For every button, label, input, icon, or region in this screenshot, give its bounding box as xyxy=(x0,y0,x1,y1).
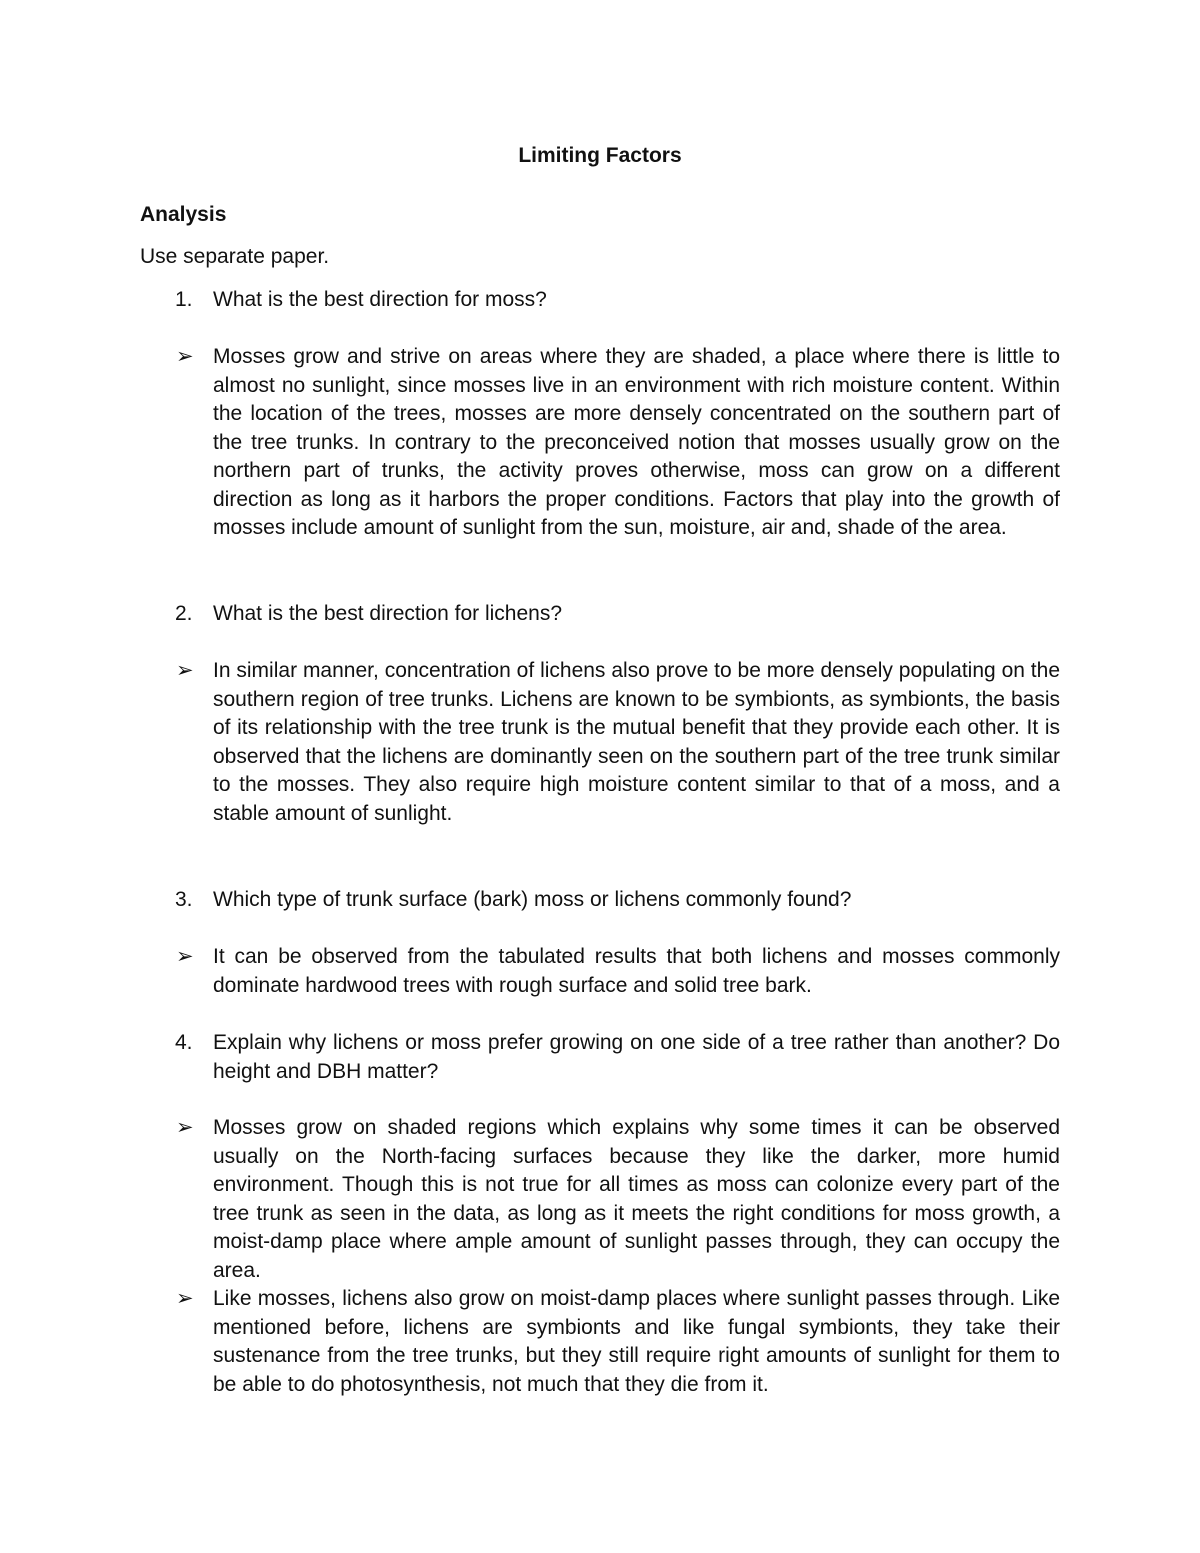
arrow-bullet-icon: ➢ xyxy=(176,945,194,968)
answer-item xyxy=(140,657,1060,828)
question-number: 3. xyxy=(175,888,193,911)
question-number: 1. xyxy=(175,288,193,311)
question-1 xyxy=(140,286,1060,315)
question-4 xyxy=(140,1029,1060,1086)
answer-3 xyxy=(140,943,1060,1000)
question-label: Which type of trunk surface (bark) moss or lichens commonly found? xyxy=(213,888,852,911)
question-label: Explain why lichens or moss prefer growing on one side of a tree rather than another? Do height and DBH matter? xyxy=(213,1031,1060,1083)
answer-text: Mosses grow and strive on areas where they are shaded, a place where there is little to almost no sunlight, since mosses live in an environment with rich moisture content. Within the location of the trees, mosses are more densely concentrated on the southern part of the tree trunks. In contrary to the preconceived notion that mosses usually grow on the northern part of trunks, the activity proves otherwise, moss can grow on a different direction as long as it harbors the proper conditions. Factors that play into the growth of mosses include amount of sunlight from the sun, moisture, air and, shade of the area. xyxy=(213,345,1060,539)
question-text xyxy=(140,886,1060,915)
arrow-bullet-icon: ➢ xyxy=(176,1116,194,1139)
arrow-bullet-icon: ➢ xyxy=(176,1287,194,1310)
question-number: 4. xyxy=(175,1031,193,1054)
instruction-text: Use separate paper. xyxy=(140,245,330,268)
question-3 xyxy=(140,886,1060,915)
answer-text: It can be observed from the tabulated results that both lichens and mosses commonly dominate hardwood trees with rough surface and solid tree bark. xyxy=(213,945,1060,997)
question-label: What is the best direction for moss? xyxy=(213,288,547,311)
question-2 xyxy=(140,600,1060,629)
arrow-bullet-icon: ➢ xyxy=(176,345,194,368)
question-text xyxy=(140,286,1060,315)
answer-text: Mosses grow on shaded regions which explains why some times it can be observed usually on the North-facing surfaces because they like the darker, more humid environment. Though this is not true for all times as moss can colonize every part of the tree trunk as seen in the data, as long as it meets the right conditions for moss growth, a moist-damp place where ample amount of sunlight passes through, they can occupy the area. xyxy=(213,1116,1060,1282)
question-text xyxy=(140,1029,1060,1086)
answer-text: In similar manner, concentration of lichens also prove to be more densely populating on the southern region of tree trunks. Lichens are known to be symbionts, as symbionts, the basis of its relationship with the tree trunk is the mutual benefit that they provide each other. It is observed that the lichens are dominantly seen on the southern part of the tree trunk similar to the mosses. They also require high moisture content similar to that of a moss, and a stable amount of sunlight. xyxy=(213,659,1060,825)
arrow-bullet-icon: ➢ xyxy=(176,659,194,682)
answer-text: Like mosses, lichens also grow on moist-damp places where sunlight passes through. Like mentioned before, lichens are symbionts and like fungal symbionts, they take their sustenance from the tree trunks, but they still require right amounts of sunlight for them to be able to do photosynthesis, not much that they die from it. xyxy=(213,1287,1060,1396)
question-label: What is the best direction for lichens? xyxy=(213,602,563,625)
answer-2 xyxy=(140,657,1060,828)
answer-item xyxy=(140,943,1060,1000)
answer-1 xyxy=(140,343,1060,543)
question-text xyxy=(140,600,1060,629)
answer-4 xyxy=(140,1114,1060,1399)
answer-item xyxy=(140,1114,1060,1285)
document-title: Limiting Factors xyxy=(518,144,682,167)
section-heading: Analysis xyxy=(140,203,227,226)
answer-item xyxy=(140,343,1060,543)
answer-item xyxy=(140,1285,1060,1399)
question-number: 2. xyxy=(175,602,193,625)
